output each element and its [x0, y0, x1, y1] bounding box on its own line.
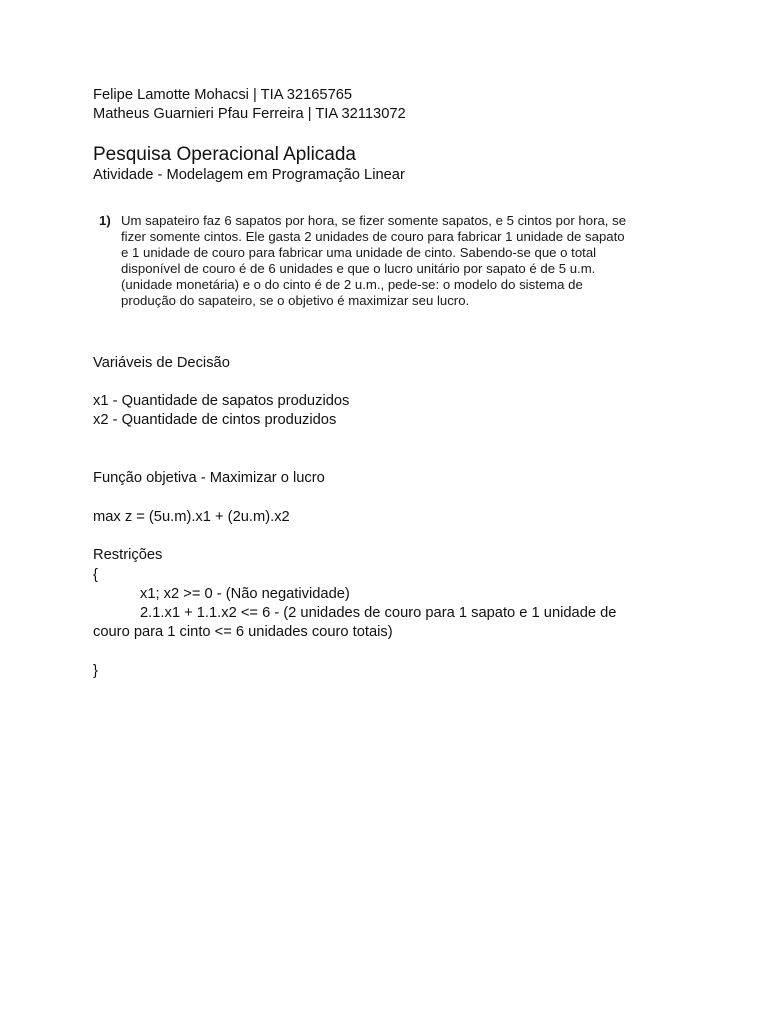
- constraint-leather-line-2: couro para 1 cinto <= 6 unidades couro totais): [93, 624, 393, 640]
- author-line-1: Felipe Lamotte Mohacsi | TIA 32165765: [93, 87, 353, 103]
- variable-x2: x2 - Quantidade de cintos produzidos: [93, 412, 337, 428]
- problem-line-3: e 1 unidade de couro para fabricar uma unidade de cinto. Sabendo-se que o total: [121, 245, 597, 260]
- constraints-open-brace: {: [93, 567, 98, 583]
- variables-heading: Variáveis de Decisão: [93, 355, 230, 371]
- constraints-heading: Restrições: [93, 547, 163, 563]
- variable-x1: x1 - Quantidade de sapatos produzidos: [93, 393, 350, 409]
- problem-line-6: produção do sapateiro, se o objetivo é maximizar seu lucro.: [121, 293, 470, 308]
- objective-formula: max z = (5u.m).x1 + (2u.m).x2: [93, 509, 290, 525]
- problem-line-1: Um sapateiro faz 6 sapatos por hora, se fizer somente sapatos, e 5 cintos por hora, se: [121, 213, 627, 228]
- document-title: Pesquisa Operacional Aplicada: [93, 144, 357, 165]
- constraint-non-negativity: x1; x2 >= 0 - (Não negatividade): [140, 586, 350, 602]
- objective-heading: Função objetiva - Maximizar o lucro: [93, 470, 325, 486]
- problem-line-2: fizer somente cintos. Ele gasta 2 unidades de couro para fabricar 1 unidade de sapato: [121, 229, 625, 244]
- constraints-close-brace: }: [93, 663, 98, 679]
- problem-line-5: (unidade monetária) e o do cinto é de 2 u.m., pede-se: o modelo do sistema de: [121, 277, 583, 292]
- document-subtitle: Atividade - Modelagem em Programação Linear: [93, 167, 405, 183]
- problem-statement-image: [97, 210, 677, 310]
- author-line-2: Matheus Guarnieri Pfau Ferreira | TIA 32113072: [93, 106, 406, 122]
- problem-number: 1): [99, 213, 111, 228]
- constraint-leather-line-1: 2.1.x1 + 1.1.x2 <= 6 - (2 unidades de couro para 1 sapato e 1 unidade de: [140, 605, 617, 621]
- problem-line-4: disponível de couro é de 6 unidades e que o lucro unitário por sapato é de 5 u.m.: [121, 261, 596, 276]
